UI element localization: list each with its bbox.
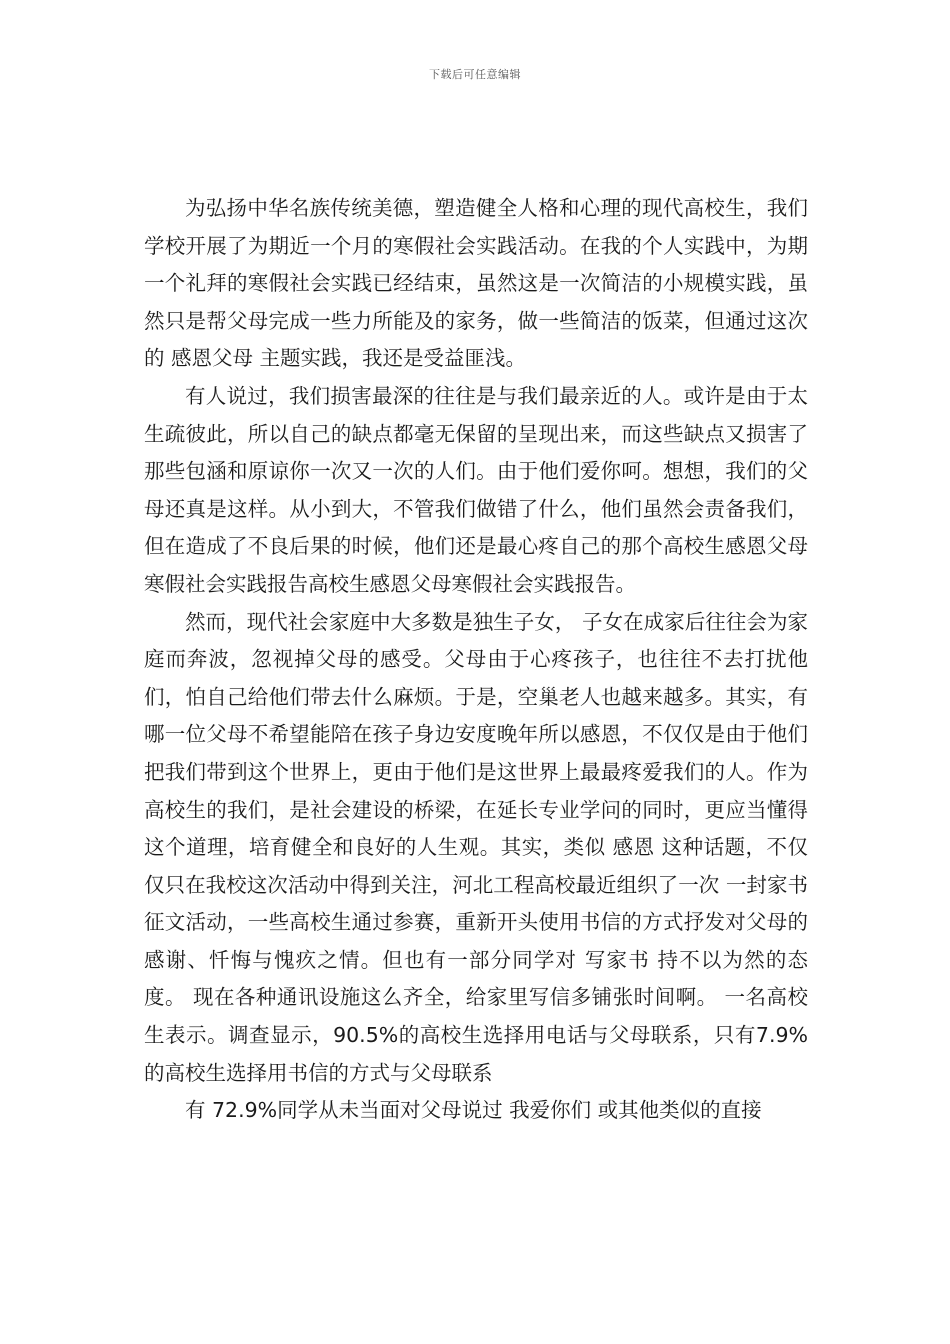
paragraph-2: 有人说过，我们损害最深的往往是与我们最亲近的人。或许是由于太生疏彼此，所以自己的缺点都毫无保留的呈现出来，而这些缺点又损害了那些包涵和原谅你一次又一次的人们。由于他们爱你呵。想想，我们的父母还真是这样。从小到大，不管我们做错了什么，他们虽然会责备我们，但在造成了不良后果的时候，他们还是最心疼自己的那个高校生感恩父母寒假社会实践报告高校生感恩父母寒假社会实践报告。 [144, 383, 808, 596]
header-note: 下载后可任意编辑 [429, 68, 521, 81]
paragraph-3: 然而，现代社会家庭中大多数是独生子女， 子女在成家后往往会为家庭而奔波，忽视掉父母的感受。父母由于心疼孩子，也往往不去打扰他们，怕自己给他们带去什么麻烦。于是，空巢老人也越来越多。其实，有哪一位父母不希望能陪在孩子身边安度晚年所以感恩，不仅仅是由于他们把我们带到这个世界上，更由于他们是这世界上最最疼爱我们的人。作为高校生的我们，是社会建设的桥梁，在延长专业学问的同时，更应当懂得这个道理，培育健全和良好的人生观。其实，类似 感恩 这种话题，不仅仅只在我校这次活动中得到关注，河北工程高校最近组织了一次 一封家书 征文活动，一些高校生通过参赛，重新开头使用书信的方式抒发对父母的感谢、忏悔与愧疚之情。但也有一部分同学对 写家书 持不以为然的态度。 现在各种通讯设施这么齐全，给家里写信多铺张时间啊。 一名高校生表示。调查显示，90.5%的高校生选择用电话与父母联系，只有7.9%的高校生选择用书信的方式与父母联系 [144, 609, 808, 1085]
document-body [144, 190, 808, 1130]
paragraph-1: 为弘扬中华名族传统美德，塑造健全人格和心理的现代高校生，我们学校开展了为期近一个月的寒假社会实践活动。在我的个人实践中，为期一个礼拜的寒假社会实践已经结束，虽然这是一次简洁的小规模实践，虽然只是帮父母完成一些力所能及的家务，做一些简洁的饭菜，但通过这次的 感恩父母 主题实践，我还是受益匪浅。 [144, 196, 808, 371]
paragraph-4: 有 72.9%同学从未当面对父母说过 我爱你们 或其他类似的直接 [185, 1098, 762, 1123]
